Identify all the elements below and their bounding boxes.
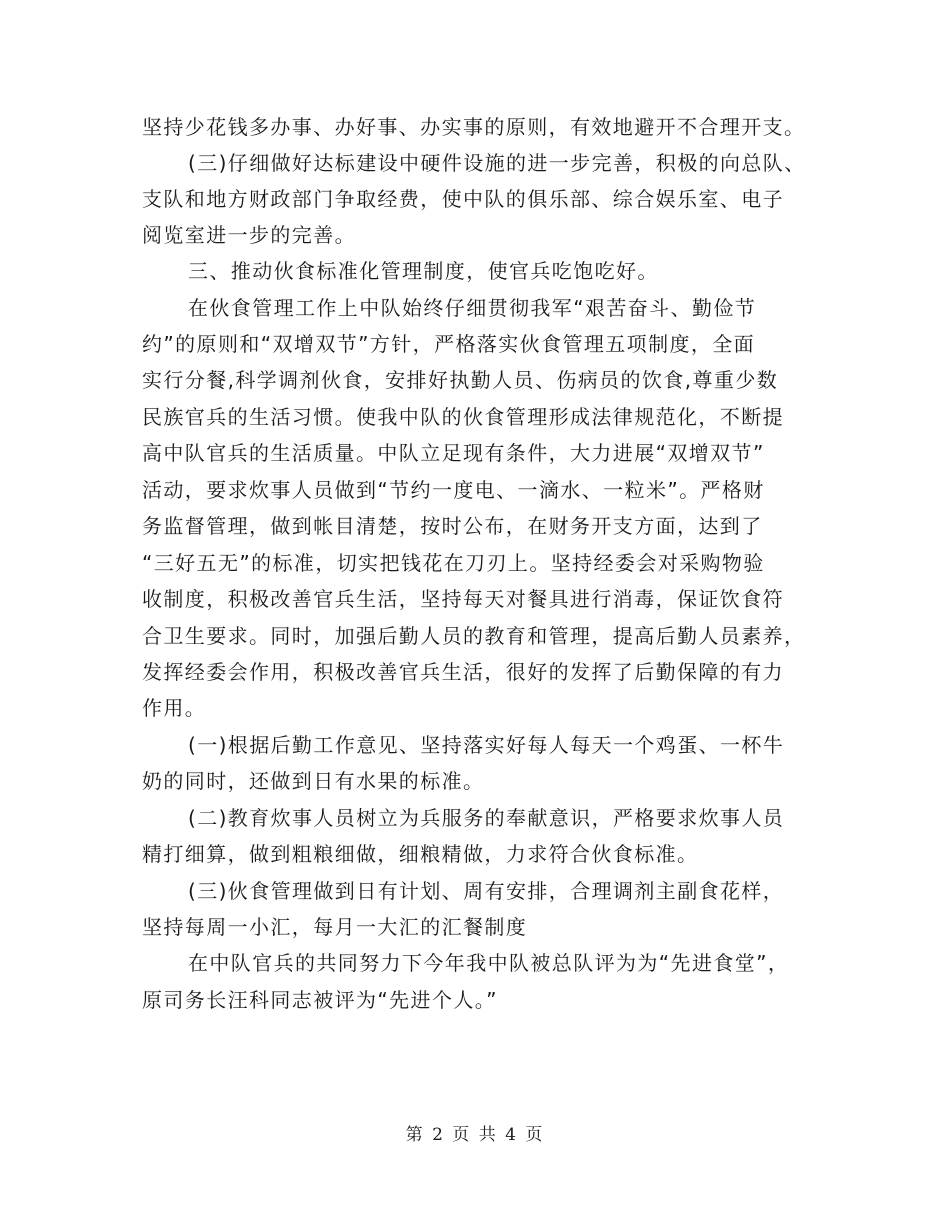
text-line: 民族官兵的生活习惯。使我中队的伙食管理形成法律规范化，不断提 <box>142 405 784 429</box>
text-line: 在中队官兵的共同努力下今年我中队被总队评为为“先进食堂”， <box>188 951 790 975</box>
text-line: (三)伙食管理做到日有计划、周有安排，合理调剂主副食花样， <box>188 879 785 903</box>
text-line: 阅览室进一步的完善。 <box>142 223 356 247</box>
text-line: 活动，要求炊事人员做到“节约一度电、一滴水、一粒米”。严格财 <box>142 478 765 502</box>
text-line: 高中队官兵的生活质量。中队立足现有条件，大力进展“双增双节” <box>142 441 765 465</box>
text-line: 约”的原则和“双增双节”方针，严格落实伙食管理五项制度，全面 <box>142 332 756 356</box>
page-number-footer: 第 2 页 共 4 页 <box>405 1125 545 1145</box>
text-line: 合卫生要求。同时，加强后勤人员的教育和管理，提高后勤人员素养， <box>142 624 806 648</box>
text-line: 奶的同时，还做到日有水果的标准。 <box>142 769 485 793</box>
text-line: 坚持少花钱多办事、办好事、办实事的原则，有效地避开不合理开支。 <box>142 115 806 139</box>
text-line: 务监督管理，做到帐目清楚，按时公布，在财务开支方面，达到了 <box>142 514 763 538</box>
text-line: 发挥经委会作用，积极改善官兵生活，很好的发挥了后勤保障的有力 <box>142 660 784 684</box>
text-line: 实行分餐,科学调剂伙食，安排好执勤人员、伤病员的饮食,尊重少数 <box>142 368 779 392</box>
text-line: 在伙食管理工作上中队始终仔细贯彻我军“艰苦奋斗、勤俭节 <box>188 296 757 320</box>
section-heading: 三、推动伙食标准化管理制度，使官兵吃饱吃好。 <box>188 259 659 283</box>
text-line: (一)根据后勤工作意见、坚持落实好每人每天一个鸡蛋、一杯牛 <box>188 733 785 757</box>
text-line: 精打细算，做到粗粮细做，细粮精做，力求符合伙食标准。 <box>142 842 699 866</box>
text-line: (二)教育炊事人员树立为兵服务的奉献意识，严格要求炊事人员 <box>188 806 785 830</box>
text-line: 作用。 <box>142 696 207 720</box>
text-line: 收制度，积极改善官兵生活，坚持每天对餐具进行消毒，保证饮食符 <box>142 587 784 611</box>
text-line: 支队和地方财政部门争取经费，使中队的俱乐部、综合娱乐室、电子 <box>142 187 784 211</box>
text-line: 原司务长汪科同志被评为“先进个人。” <box>142 988 498 1012</box>
text-line: 坚持每周一小汇，每月一大汇的汇餐制度 <box>142 915 528 939</box>
text-line: “三好五无”的标准，切实把钱花在刀刃上。坚持经委会对采购物验 <box>142 551 765 575</box>
text-line: (三)仔细做好达标建设中硬件设施的进一步完善，积极的向总队、 <box>188 151 806 175</box>
